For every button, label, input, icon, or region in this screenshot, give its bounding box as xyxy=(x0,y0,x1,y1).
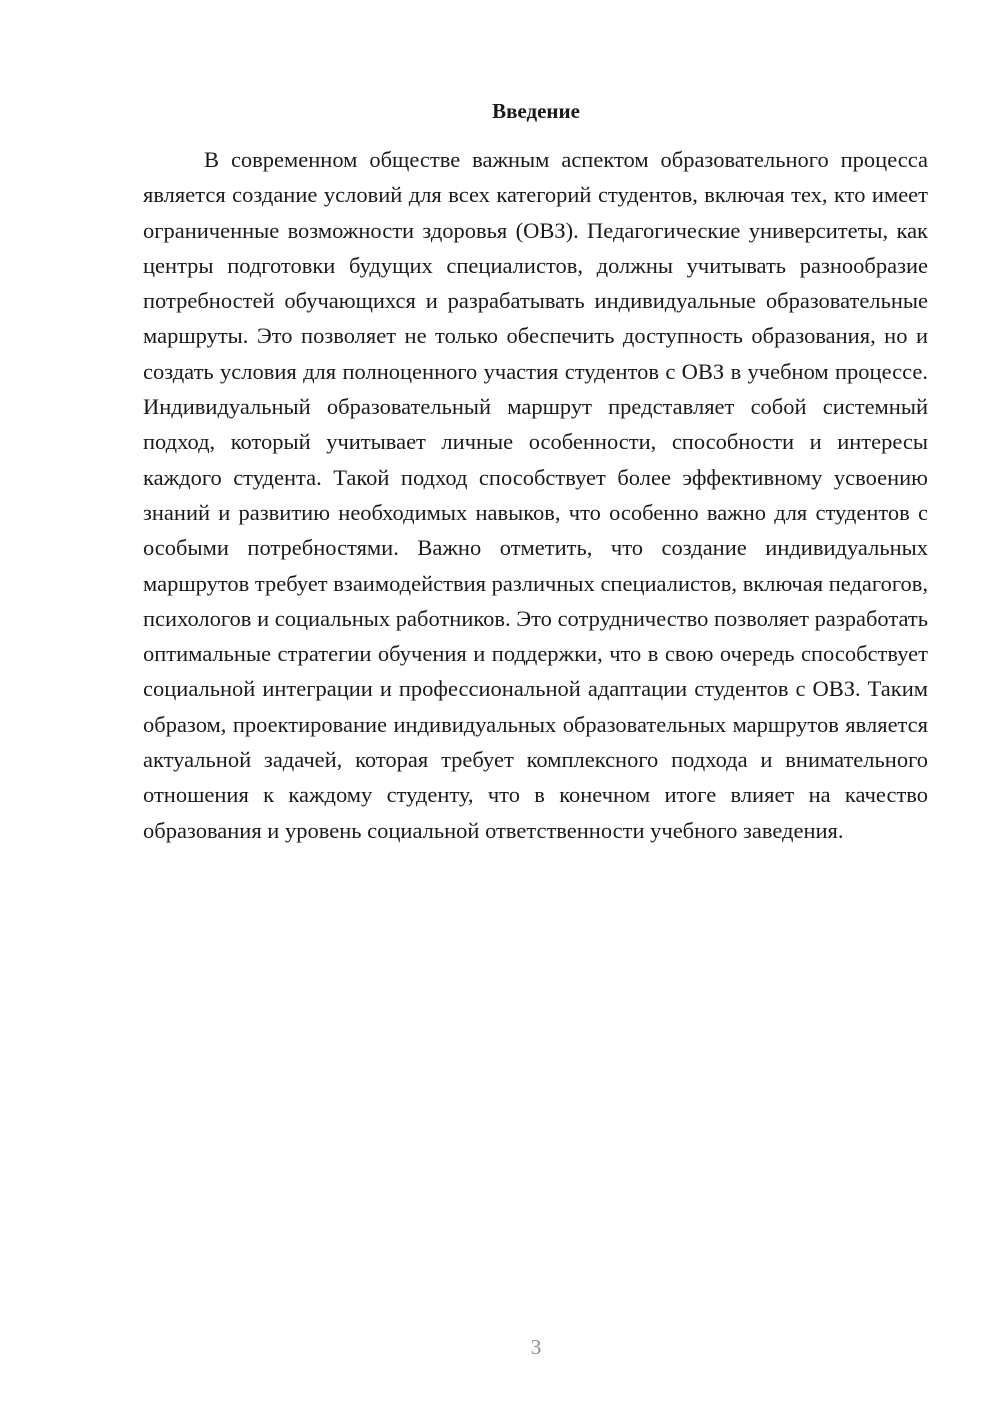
page-number: 3 xyxy=(530,1335,542,1359)
body-paragraph: В современном обществе важным аспектом образовательного процесса является создание условий для всех категорий студентов, включая тех, кто имеет ограниченные возможности здоровья (ОВЗ). Педагогические университеты, как центры подготовки будущих специалистов, должны учитывать разнообразие потребностей обучающихся и разрабатывать индивидуальные образовательные маршруты. Это позволяет не только обеспечить доступность образования, но и создать условия для полноценного участия студентов с ОВЗ в учебном процессе. Индивидуальный образовательный маршрут представляет собой системный подход, который учитывает личные особенности, способности и интересы каждого студента. Такой подход способствует более эффективному усвоению знаний и развитию необходимых навыков, что особенно важно для студентов с особыми потребностями. Важно отметить, что создание индивидуальных маршрутов требует взаимодействия различных специалистов, включая педагогов, психологов и социальных работников. Это сотрудничество позволяет разработать оптимальные стратегии обучения и поддержки, что в свою очередь способствует социальной интеграции и профессиональной адаптации студентов с ОВЗ. Таким образом, проектирование индивидуальных образовательных маршрутов является актуальной задачей, которая требует комплексного подхода и внимательного отношения к каждому студенту, что в конечном итоге влияет на качество образования и уровень социальной ответственности учебного заведения. xyxy=(143,147,928,843)
section-title: Введение xyxy=(492,99,580,123)
